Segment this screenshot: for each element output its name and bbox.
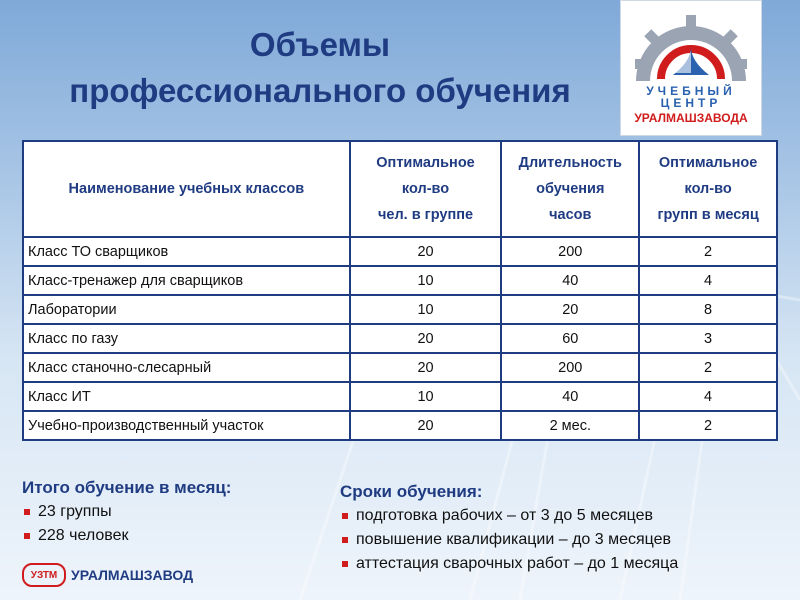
cell-class-name: Класс-тренажер для сварщиков bbox=[23, 266, 350, 295]
cell-class-name: Лаборатории bbox=[23, 295, 350, 324]
cell-duration: 60 bbox=[501, 324, 639, 353]
cell-class-name: Класс ИТ bbox=[23, 382, 350, 411]
cell-groups-per-month: 3 bbox=[639, 324, 777, 353]
table-header-row bbox=[23, 141, 777, 237]
cell-class-name: Класс станочно-слесарный bbox=[23, 353, 350, 382]
terms-title: Сроки обучения: bbox=[340, 482, 483, 501]
cell-group-size: 20 bbox=[350, 353, 502, 382]
cell-duration: 200 bbox=[501, 237, 639, 266]
table-row bbox=[23, 382, 777, 411]
cell-groups-per-month: 4 bbox=[639, 382, 777, 411]
cell-group-size: 20 bbox=[350, 324, 502, 353]
monthly-summary bbox=[22, 476, 332, 548]
cell-duration: 40 bbox=[501, 266, 639, 295]
training-center-logo bbox=[620, 0, 762, 136]
logo-line-1: УЧЕБНЫЙ bbox=[646, 84, 736, 98]
cell-class-name: Класс по газу bbox=[23, 324, 350, 353]
table-row bbox=[23, 353, 777, 382]
cell-duration: 200 bbox=[501, 353, 639, 382]
summary-title: Итого обучение в месяц: bbox=[22, 478, 232, 497]
table-row bbox=[23, 324, 777, 353]
gear-book-emblem-icon bbox=[621, 1, 761, 85]
title-line-2: профессионального обучения bbox=[69, 72, 571, 109]
terms-item: повышение квалификации – до 3 месяцев bbox=[340, 528, 780, 552]
cell-group-size: 20 bbox=[350, 411, 502, 440]
cell-group-size: 10 bbox=[350, 382, 502, 411]
cell-groups-per-month: 8 bbox=[639, 295, 777, 324]
cell-groups-per-month: 2 bbox=[639, 411, 777, 440]
logo-line-2: ЦЕНТР bbox=[660, 96, 722, 110]
cell-class-name: Учебно-производственный участок bbox=[23, 411, 350, 440]
header-duration: Длительность обучения часов bbox=[501, 141, 639, 237]
header-group-size: Оптимальное кол-во чел. в группе bbox=[350, 141, 502, 237]
cell-class-name: Класс ТО сварщиков bbox=[23, 237, 350, 266]
header-groups-per-month: Оптимальное кол-во групп в месяц bbox=[639, 141, 777, 237]
cell-groups-per-month: 4 bbox=[639, 266, 777, 295]
uzm-name: УРАЛМАШЗАВОД bbox=[71, 567, 194, 583]
summary-item: 228 человек bbox=[22, 524, 332, 548]
cell-group-size: 10 bbox=[350, 266, 502, 295]
training-volume-table bbox=[22, 140, 778, 441]
cell-groups-per-month: 2 bbox=[639, 237, 777, 266]
table-row bbox=[23, 411, 777, 440]
header-class-name: Наименование учебных классов bbox=[23, 141, 350, 237]
page-title bbox=[40, 22, 600, 114]
uzm-badge: УЗТМ bbox=[22, 563, 66, 587]
uralmash-footer-logo bbox=[22, 562, 193, 588]
cell-duration: 40 bbox=[501, 382, 639, 411]
logo-line-3: УРАЛМАШЗАВОДА bbox=[634, 111, 748, 125]
table-row bbox=[23, 295, 777, 324]
training-terms bbox=[340, 480, 780, 576]
table-row bbox=[23, 266, 777, 295]
cell-group-size: 20 bbox=[350, 237, 502, 266]
cell-group-size: 10 bbox=[350, 295, 502, 324]
terms-item: подготовка рабочих – от 3 до 5 месяцев bbox=[340, 504, 780, 528]
summary-item: 23 группы bbox=[22, 500, 332, 524]
cell-duration: 2 мес. bbox=[501, 411, 639, 440]
title-line-1: Объемы bbox=[249, 26, 391, 63]
cell-groups-per-month: 2 bbox=[639, 353, 777, 382]
table-row bbox=[23, 237, 777, 266]
cell-duration: 20 bbox=[501, 295, 639, 324]
terms-item: аттестация сварочных работ – до 1 месяца bbox=[340, 552, 780, 576]
